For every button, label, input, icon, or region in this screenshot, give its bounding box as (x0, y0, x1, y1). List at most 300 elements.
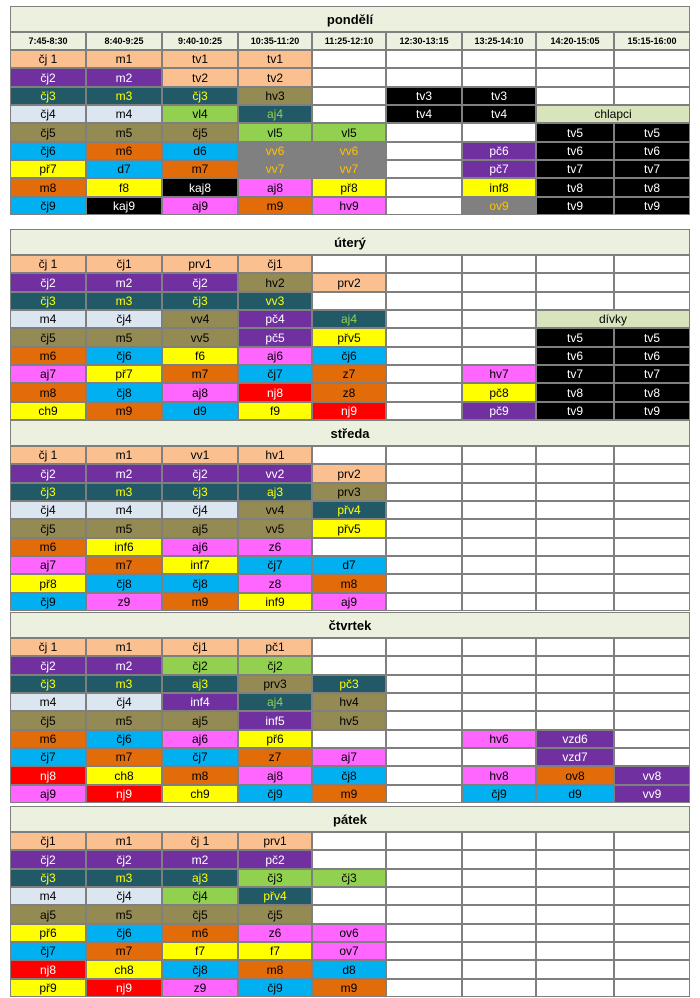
lesson-cell: aj7 (10, 556, 86, 574)
lesson-cell: d6 (162, 142, 238, 160)
lesson-cell: z6 (238, 538, 312, 556)
lesson-cell: m8 (238, 960, 312, 978)
lesson-cell: čj5 (10, 711, 86, 729)
lesson-cell: m8 (312, 574, 386, 592)
lesson-cell: vv8 (614, 766, 690, 784)
empty-slot (614, 711, 690, 729)
lesson-cell: tv3 (462, 87, 536, 105)
lesson-cell: čj3 (312, 869, 386, 887)
lesson-cell: aj9 (312, 593, 386, 611)
empty-slot (536, 87, 614, 105)
lesson-cell: hv8 (462, 766, 536, 784)
lesson-cell: tv8 (536, 383, 614, 401)
empty-slot (614, 905, 690, 923)
empty-slot (462, 905, 536, 923)
lesson-cell: čj5 (162, 123, 238, 141)
empty-slot (312, 832, 386, 850)
lesson-cell: ch9 (10, 402, 86, 420)
empty-slot (386, 197, 462, 215)
empty-slot (386, 850, 462, 868)
empty-slot (386, 942, 462, 960)
lesson-cell: m4 (10, 693, 86, 711)
lesson-cell: př7 (10, 160, 86, 178)
lesson-cell: ov9 (462, 197, 536, 215)
lesson-cell: kaj8 (162, 178, 238, 196)
time-slot-header: 10:35-11:20 (238, 32, 312, 50)
empty-slot (386, 730, 462, 748)
lesson-cell: čj1 (162, 638, 238, 656)
day-header: středa (10, 420, 690, 446)
lesson-cell: vl5 (238, 123, 312, 141)
empty-slot (312, 87, 386, 105)
lesson-cell: vv4 (238, 501, 312, 519)
lesson-cell: m9 (312, 979, 386, 997)
empty-slot (462, 574, 536, 592)
empty-slot (536, 556, 614, 574)
lesson-cell: inf7 (162, 556, 238, 574)
empty-slot (462, 960, 536, 978)
lesson-cell: nj8 (10, 766, 86, 784)
lesson-cell: tv5 (536, 123, 614, 141)
lesson-cell: čj9 (10, 593, 86, 611)
empty-slot (614, 748, 690, 766)
empty-slot (462, 869, 536, 887)
lesson-cell: nj9 (86, 785, 162, 803)
lesson-cell: d9 (162, 402, 238, 420)
lesson-cell: čj9 (238, 979, 312, 997)
lesson-cell: ch8 (86, 960, 162, 978)
lesson-cell: pč5 (238, 328, 312, 346)
lesson-cell: aj5 (162, 519, 238, 537)
empty-slot (312, 255, 386, 273)
lesson-cell: aj4 (312, 310, 386, 328)
lesson-cell: čj8 (312, 766, 386, 784)
lesson-cell: m3 (86, 675, 162, 693)
empty-slot (386, 501, 462, 519)
empty-slot (386, 869, 462, 887)
empty-slot (536, 924, 614, 942)
empty-slot (614, 979, 690, 997)
time-slot-header: 8:40-9:25 (86, 32, 162, 50)
empty-slot (386, 785, 462, 803)
empty-slot (462, 50, 536, 68)
lesson-cell: m5 (86, 711, 162, 729)
empty-slot (312, 50, 386, 68)
empty-slot (614, 887, 690, 905)
lesson-cell: hv3 (238, 87, 312, 105)
lesson-cell: čj3 (162, 292, 238, 310)
lesson-cell: m2 (162, 850, 238, 868)
lesson-cell: přv5 (312, 328, 386, 346)
lesson-cell: tv5 (536, 328, 614, 346)
lesson-cell: vv1 (162, 446, 238, 464)
empty-slot (614, 292, 690, 310)
lesson-cell: f7 (162, 942, 238, 960)
lesson-cell: čj7 (238, 556, 312, 574)
empty-slot (614, 50, 690, 68)
lesson-cell: čj5 (10, 123, 86, 141)
lesson-cell: čj9 (10, 197, 86, 215)
lesson-cell: aj8 (162, 383, 238, 401)
lesson-cell: prv3 (312, 483, 386, 501)
lesson-cell: přv5 (312, 519, 386, 537)
empty-slot (536, 292, 614, 310)
lesson-cell: aj5 (10, 905, 86, 923)
lesson-cell: vv6 (238, 142, 312, 160)
empty-slot (386, 656, 462, 674)
empty-slot (462, 464, 536, 482)
lesson-cell: m8 (10, 178, 86, 196)
lesson-cell: inf4 (162, 693, 238, 711)
lesson-cell: tv2 (238, 68, 312, 86)
lesson-cell: m5 (86, 123, 162, 141)
lesson-cell: čj 1 (10, 50, 86, 68)
lesson-cell: f8 (86, 178, 162, 196)
time-slot-header: 12:30-13:15 (386, 32, 462, 50)
lesson-cell: m5 (86, 905, 162, 923)
lesson-cell: m8 (162, 766, 238, 784)
lesson-cell: m1 (86, 446, 162, 464)
empty-slot (386, 748, 462, 766)
lesson-cell: pč9 (462, 402, 536, 420)
empty-slot (462, 347, 536, 365)
lesson-cell: př6 (238, 730, 312, 748)
lesson-cell: čj4 (86, 693, 162, 711)
day-header: úterý (10, 229, 690, 255)
lesson-cell: čj 1 (10, 638, 86, 656)
lesson-cell: d9 (536, 785, 614, 803)
time-slot-header: 9:40-10:25 (162, 32, 238, 50)
lesson-cell: čj 1 (10, 255, 86, 273)
lesson-cell: tv5 (614, 123, 690, 141)
lesson-cell: m3 (86, 292, 162, 310)
empty-slot (462, 748, 536, 766)
empty-slot (386, 979, 462, 997)
lesson-cell: tv7 (536, 160, 614, 178)
lesson-cell: čj2 (86, 850, 162, 868)
lesson-cell: aj4 (238, 693, 312, 711)
lesson-cell: vv4 (162, 310, 238, 328)
lesson-cell: tv8 (614, 178, 690, 196)
lesson-cell: čj2 (162, 464, 238, 482)
lesson-cell: př8 (10, 574, 86, 592)
empty-slot (386, 887, 462, 905)
lesson-cell: čj3 (10, 675, 86, 693)
lesson-cell: pč1 (238, 638, 312, 656)
empty-slot (312, 292, 386, 310)
lesson-cell: m5 (86, 328, 162, 346)
lesson-cell: ov6 (312, 924, 386, 942)
empty-slot (536, 693, 614, 711)
lesson-cell: hv7 (462, 365, 536, 383)
lesson-cell: inf6 (86, 538, 162, 556)
lesson-cell: d7 (86, 160, 162, 178)
lesson-cell: čj5 (162, 905, 238, 923)
lesson-cell: přv4 (312, 501, 386, 519)
lesson-cell: čj5 (10, 519, 86, 537)
lesson-cell: hv9 (312, 197, 386, 215)
lesson-cell: prv2 (312, 464, 386, 482)
time-slot-header: 7:45-8:30 (10, 32, 86, 50)
lesson-cell: m2 (86, 273, 162, 291)
empty-slot (536, 68, 614, 86)
empty-slot (386, 960, 462, 978)
lesson-cell: tv7 (536, 365, 614, 383)
lesson-cell: čj 1 (10, 446, 86, 464)
lesson-cell: čj3 (162, 87, 238, 105)
empty-slot (614, 574, 690, 592)
empty-slot (312, 68, 386, 86)
empty-slot (536, 501, 614, 519)
lesson-cell: hv2 (238, 273, 312, 291)
empty-slot (536, 942, 614, 960)
lesson-cell: čj6 (312, 347, 386, 365)
lesson-cell: čj1 (238, 255, 312, 273)
time-slot-header: 15:15-16:00 (614, 32, 690, 50)
lesson-cell: hv6 (462, 730, 536, 748)
empty-slot (536, 832, 614, 850)
lesson-cell: aj7 (10, 365, 86, 383)
lesson-cell: f6 (162, 347, 238, 365)
empty-slot (614, 960, 690, 978)
lesson-cell: m2 (86, 464, 162, 482)
day-header: pátek (10, 806, 690, 832)
lesson-cell: m4 (10, 310, 86, 328)
lesson-cell: m2 (86, 68, 162, 86)
lesson-cell: nj8 (10, 960, 86, 978)
lesson-cell: tv8 (536, 178, 614, 196)
lesson-cell: ch8 (86, 766, 162, 784)
lesson-cell: čj4 (86, 887, 162, 905)
lesson-cell: čj3 (162, 483, 238, 501)
lesson-cell: aj9 (162, 197, 238, 215)
empty-slot (614, 556, 690, 574)
lesson-cell: f9 (238, 402, 312, 420)
lesson-cell: aj7 (312, 748, 386, 766)
empty-slot (312, 538, 386, 556)
lesson-cell: ov8 (536, 766, 614, 784)
empty-slot (386, 711, 462, 729)
empty-slot (386, 675, 462, 693)
lesson-cell: m4 (10, 887, 86, 905)
lesson-cell: pč8 (462, 383, 536, 401)
empty-slot (614, 656, 690, 674)
empty-slot (614, 519, 690, 537)
empty-slot (462, 656, 536, 674)
empty-slot (386, 402, 462, 420)
empty-slot (386, 483, 462, 501)
lesson-cell: čj2 (238, 656, 312, 674)
empty-slot (386, 538, 462, 556)
empty-slot (462, 675, 536, 693)
lesson-cell: čj8 (86, 383, 162, 401)
lesson-cell: tv9 (614, 402, 690, 420)
lesson-cell: z6 (238, 924, 312, 942)
lesson-cell: m9 (162, 593, 238, 611)
empty-slot (386, 766, 462, 784)
lesson-cell: vv7 (312, 160, 386, 178)
lesson-cell: vzd7 (536, 748, 614, 766)
empty-slot (462, 446, 536, 464)
empty-slot (386, 638, 462, 656)
empty-slot (386, 255, 462, 273)
empty-slot (386, 924, 462, 942)
empty-slot (536, 538, 614, 556)
lesson-cell: čj5 (10, 328, 86, 346)
empty-slot (614, 593, 690, 611)
lesson-cell: z7 (238, 748, 312, 766)
lesson-cell: pč4 (238, 310, 312, 328)
time-slot-header: 13:25-14:10 (462, 32, 536, 50)
empty-slot (462, 519, 536, 537)
lesson-cell: př8 (312, 178, 386, 196)
lesson-cell: z7 (312, 365, 386, 383)
lesson-cell: čj3 (10, 292, 86, 310)
empty-slot (536, 960, 614, 978)
lesson-cell: tv9 (536, 197, 614, 215)
empty-slot (312, 730, 386, 748)
empty-slot (386, 310, 462, 328)
lesson-cell: aj5 (162, 711, 238, 729)
group-note: dívky (536, 310, 690, 328)
lesson-cell: z8 (312, 383, 386, 401)
lesson-cell: aj6 (238, 347, 312, 365)
lesson-cell: z9 (86, 593, 162, 611)
lesson-cell: tv7 (614, 160, 690, 178)
empty-slot (462, 638, 536, 656)
lesson-cell: tv6 (536, 142, 614, 160)
lesson-cell: čj6 (86, 347, 162, 365)
empty-slot (614, 464, 690, 482)
empty-slot (386, 519, 462, 537)
empty-slot (462, 68, 536, 86)
lesson-cell: tv6 (614, 142, 690, 160)
empty-slot (462, 832, 536, 850)
empty-slot (536, 887, 614, 905)
lesson-cell: vv5 (238, 519, 312, 537)
lesson-cell: m1 (86, 832, 162, 850)
empty-slot (614, 87, 690, 105)
empty-slot (386, 123, 462, 141)
empty-slot (536, 675, 614, 693)
empty-slot (614, 273, 690, 291)
empty-slot (386, 574, 462, 592)
lesson-cell: z8 (238, 574, 312, 592)
lesson-cell: tv9 (536, 402, 614, 420)
lesson-cell: m6 (10, 347, 86, 365)
lesson-cell: hv1 (238, 446, 312, 464)
empty-slot (614, 942, 690, 960)
empty-slot (386, 142, 462, 160)
empty-slot (614, 675, 690, 693)
lesson-cell: čj4 (162, 501, 238, 519)
lesson-cell: tv7 (614, 365, 690, 383)
lesson-cell: čj 1 (162, 832, 238, 850)
lesson-cell: čj8 (162, 574, 238, 592)
empty-slot (312, 887, 386, 905)
empty-slot (462, 292, 536, 310)
lesson-cell: pč6 (462, 142, 536, 160)
lesson-cell: čj1 (86, 255, 162, 273)
lesson-cell: pč3 (312, 675, 386, 693)
lesson-cell: tv6 (614, 347, 690, 365)
lesson-cell: m6 (86, 142, 162, 160)
lesson-cell: prv3 (238, 675, 312, 693)
empty-slot (614, 483, 690, 501)
empty-slot (614, 924, 690, 942)
lesson-cell: inf8 (462, 178, 536, 196)
lesson-cell: nj9 (312, 402, 386, 420)
lesson-cell: tv1 (238, 50, 312, 68)
lesson-cell: čj4 (86, 310, 162, 328)
lesson-cell: aj6 (162, 538, 238, 556)
empty-slot (386, 292, 462, 310)
empty-slot (462, 273, 536, 291)
lesson-cell: čj3 (238, 869, 312, 887)
empty-slot (536, 979, 614, 997)
lesson-cell: čj2 (10, 68, 86, 86)
lesson-cell: ov7 (312, 942, 386, 960)
empty-slot (536, 850, 614, 868)
lesson-cell: čj7 (162, 748, 238, 766)
lesson-cell: čj4 (10, 501, 86, 519)
empty-slot (386, 50, 462, 68)
empty-slot (536, 50, 614, 68)
empty-slot (462, 556, 536, 574)
lesson-cell: m7 (162, 365, 238, 383)
lesson-cell: čj5 (238, 905, 312, 923)
empty-slot (536, 446, 614, 464)
empty-slot (614, 538, 690, 556)
empty-slot (312, 105, 386, 123)
empty-slot (386, 328, 462, 346)
lesson-cell: čj2 (162, 273, 238, 291)
empty-slot (536, 711, 614, 729)
lesson-cell: tv2 (162, 68, 238, 86)
lesson-cell: m6 (162, 924, 238, 942)
lesson-cell: čj6 (86, 730, 162, 748)
empty-slot (614, 850, 690, 868)
lesson-cell: m7 (86, 556, 162, 574)
lesson-cell: aj8 (238, 766, 312, 784)
empty-slot (386, 273, 462, 291)
lesson-cell: čj8 (86, 574, 162, 592)
lesson-cell: čj7 (238, 365, 312, 383)
empty-slot (536, 638, 614, 656)
empty-slot (386, 832, 462, 850)
lesson-cell: prv2 (312, 273, 386, 291)
lesson-cell: prv1 (238, 832, 312, 850)
empty-slot (386, 160, 462, 178)
lesson-cell: aj3 (162, 869, 238, 887)
lesson-cell: čj7 (10, 942, 86, 960)
lesson-cell: hv5 (312, 711, 386, 729)
lesson-cell: m2 (86, 656, 162, 674)
lesson-cell: m6 (10, 538, 86, 556)
empty-slot (536, 273, 614, 291)
lesson-cell: m3 (86, 869, 162, 887)
lesson-cell: f7 (238, 942, 312, 960)
lesson-cell: ch9 (162, 785, 238, 803)
lesson-cell: m3 (86, 483, 162, 501)
empty-slot (462, 693, 536, 711)
lesson-cell: m3 (86, 87, 162, 105)
empty-slot (462, 593, 536, 611)
empty-slot (462, 538, 536, 556)
empty-slot (462, 979, 536, 997)
time-slot-header: 14:20-15:05 (536, 32, 614, 50)
lesson-cell: nj8 (238, 383, 312, 401)
